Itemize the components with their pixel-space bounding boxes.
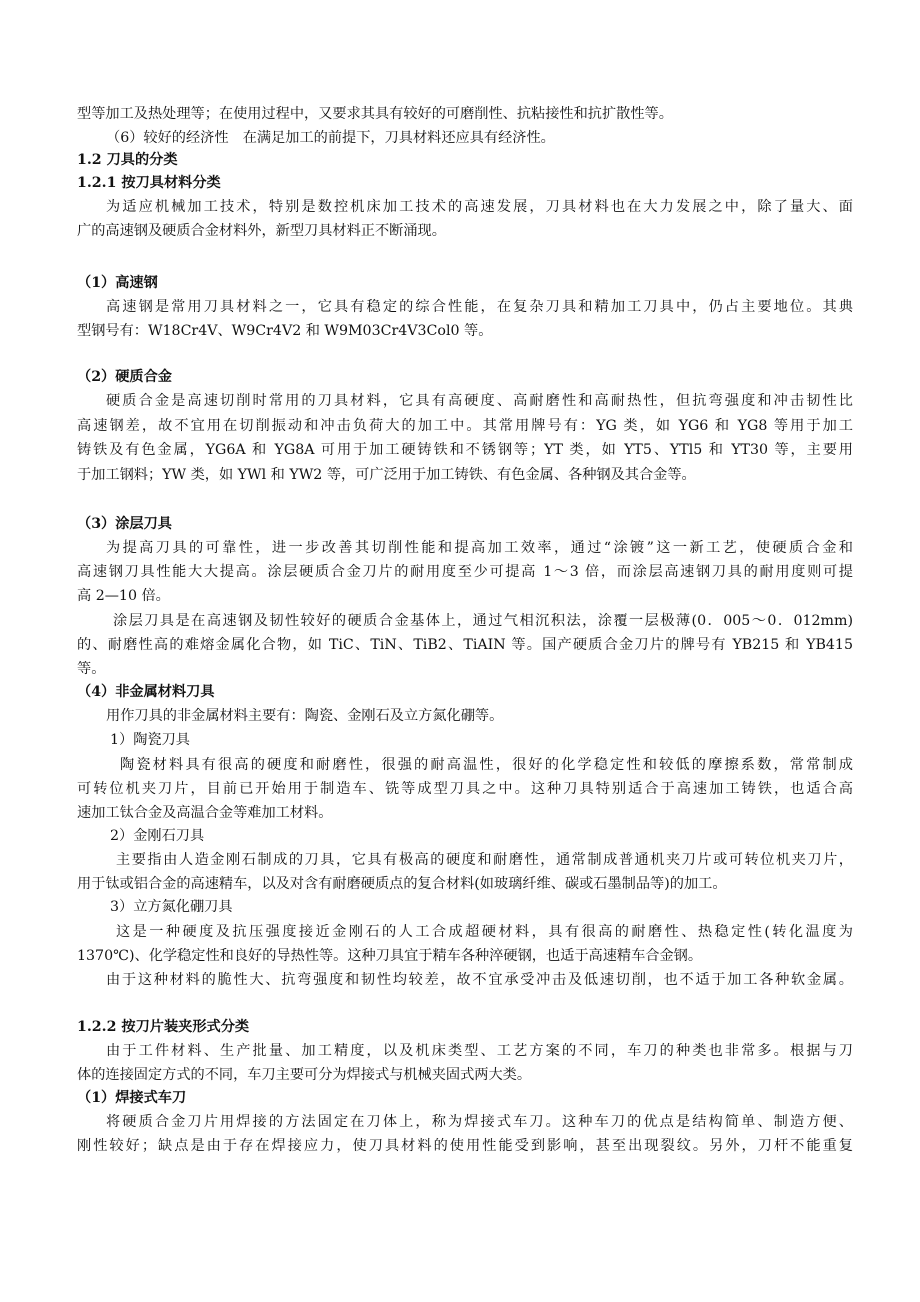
paragraph-line: 这是一种硬度及抗压强度接近金刚石的人工合成超硬材料，具有很高的耐磨性、热稳定性(转化温度为	[116, 924, 853, 940]
paragraph-line: 为适应机械加工技术，特别是数控机床加工技术的高速发展，刀具材料也在大力发展之中，除了量大、面	[106, 199, 853, 215]
section-heading: （1）高速钢	[77, 275, 158, 291]
paragraph-line: 1370℃)、化学稳定性和良好的导热性等。这种刀具宜于精车各种淬硬钢，也适于高速精车合金钢。	[77, 948, 703, 964]
paragraph-line: 由于工件材料、生产批量、加工精度，以及机床类型、工艺方案的不同，车刀的种类也非常多。根据与刀	[106, 1043, 853, 1059]
paragraph-line: 型等加工及热处理等；在使用过程中，又要求其具有较好的可磨削性、抗粘接性和抗扩散性等。	[77, 106, 673, 122]
paragraph-line: （6）较好的经济性 在满足加工的前提下，刀具材料还应具有经济性。	[106, 130, 555, 146]
paragraph-line: 主要指由人造金刚石制成的刀具，它具有极高的硬度和耐磨性，通常制成普通机夹刀片或可转位机夹刀片，	[116, 852, 853, 868]
paragraph-line: 高 2—10 倍。	[77, 588, 170, 604]
paragraph-line: 将硬质合金刀片用焊接的方法固定在刀体上，称为焊接式车刀。这种车刀的优点是结构简单、制造方便、	[106, 1114, 853, 1130]
paragraph-line: 速加工钛合金及高温合金等难加工材料。	[77, 805, 333, 821]
section-heading: （3）涂层刀具	[77, 516, 172, 532]
paragraph-line: 可转位机夹刀片，目前已开始用于制造车、铣等成型刀具之中。这种刀具特别适合于高速加工铸铁，也适合高	[77, 781, 853, 797]
paragraph-line: 3）立方氮化硼刀具	[110, 899, 233, 915]
section-heading: （4）非金属材料刀具	[77, 684, 215, 700]
section-heading: 1.2.1 按刀具材料分类	[77, 175, 221, 191]
section-heading: 1.2.2 按刀片装夹形式分类	[77, 1019, 250, 1035]
paragraph-line: 铸铁及有色金属，YG6A 和 YG8A 可用于加工硬铸铁和不锈钢等；YT 类，如 YT5、YTl5 和 YT30 等，主要用	[77, 442, 853, 458]
paragraph-line: 型钢号有：W18Cr4V、W9Cr4V2 和 W9M03Cr4V3Col0 等。	[77, 323, 493, 339]
paragraph-line: 涂层刀具是在高速钢及韧性较好的硬质合金基体上，通过气相沉积法，涂覆一层极薄(0．005～0．012mm)	[113, 613, 853, 629]
paragraph-line: 的、耐磨性高的难熔金属化合物，如 TiC、TiN、TiB2、TiAIN 等。国产硬质合金刀片的牌号有 YB215 和 YB415	[77, 637, 853, 653]
paragraph-line: 于加工钢料；YW 类，如 YWl 和 YW2 等，可广泛用于加工铸铁、有色金属、各种钢及其合金等。	[77, 467, 696, 483]
paragraph-line: 用作刀具的非金属材料主要有：陶瓷、金刚石及立方氮化硼等。	[106, 708, 504, 724]
paragraph-line: 体的连接固定方式的不同，车刀主要可分为焊接式与机械夹固式两大类。	[77, 1067, 532, 1083]
paragraph-line: 等。	[77, 661, 106, 677]
paragraph-line: 1）陶瓷刀具	[110, 732, 190, 748]
paragraph-line: 用于钛或铝合金的高速精车，以及对含有耐磨硬质点的复合材料(如玻璃纤维、碳或石墨制品等)的加工。	[77, 876, 727, 892]
paragraph-line: 陶瓷材料具有很高的硬度和耐磨性，很强的耐高温性，很好的化学稳定性和较低的摩擦系数，常常制成	[120, 757, 853, 773]
paragraph-line: 高速钢是常用刀具材料之一，它具有稳定的综合性能，在复杂刀具和精加工刀具中，仍占主要地位。其典	[106, 299, 853, 315]
section-heading: （1）焊接式车刀	[77, 1090, 187, 1106]
section-heading: （2）硬质合金	[77, 369, 172, 385]
paragraph-line: 高速钢差，故不宜用在切削振动和冲击负荷大的加工中。其常用牌号有：YG 类，如 YG6 和 YG8 等用于加工	[77, 418, 853, 434]
paragraph-line: 为提高刀具的可靠性，进一步改善其切削性能和提高加工效率，通过“涂镀”这一新工艺，使硬质合金和	[106, 540, 853, 556]
section-heading: 1.2 刀具的分类	[77, 152, 178, 168]
paragraph-line: 2）金刚石刀具	[110, 828, 205, 844]
paragraph-line: 刚性较好；缺点是由于存在焊接应力，使刀具材料的使用性能受到影响，甚至出现裂纹。另外，刀杆不能重复	[77, 1138, 853, 1154]
paragraph-line: 广的高速钢及硬质合金材料外，新型刀具材料正不断涌现。	[77, 223, 446, 239]
paragraph-line: 硬质合金是高速切削时常用的刀具材料，它具有高硬度、高耐磨性和高耐热性，但抗弯强度和冲击韧性比	[106, 393, 853, 409]
paragraph-line: 由于这种材料的脆性大、抗弯强度和韧性均较差，故不宜承受冲击及低速切削，也不适于加工各种软金属。	[106, 972, 853, 988]
paragraph-line: 高速钢刀具性能大大提高。涂层硬质合金刀片的耐用度至少可提高 1～3 倍，而涂层高速钢刀具的耐用度则可提	[77, 564, 853, 580]
